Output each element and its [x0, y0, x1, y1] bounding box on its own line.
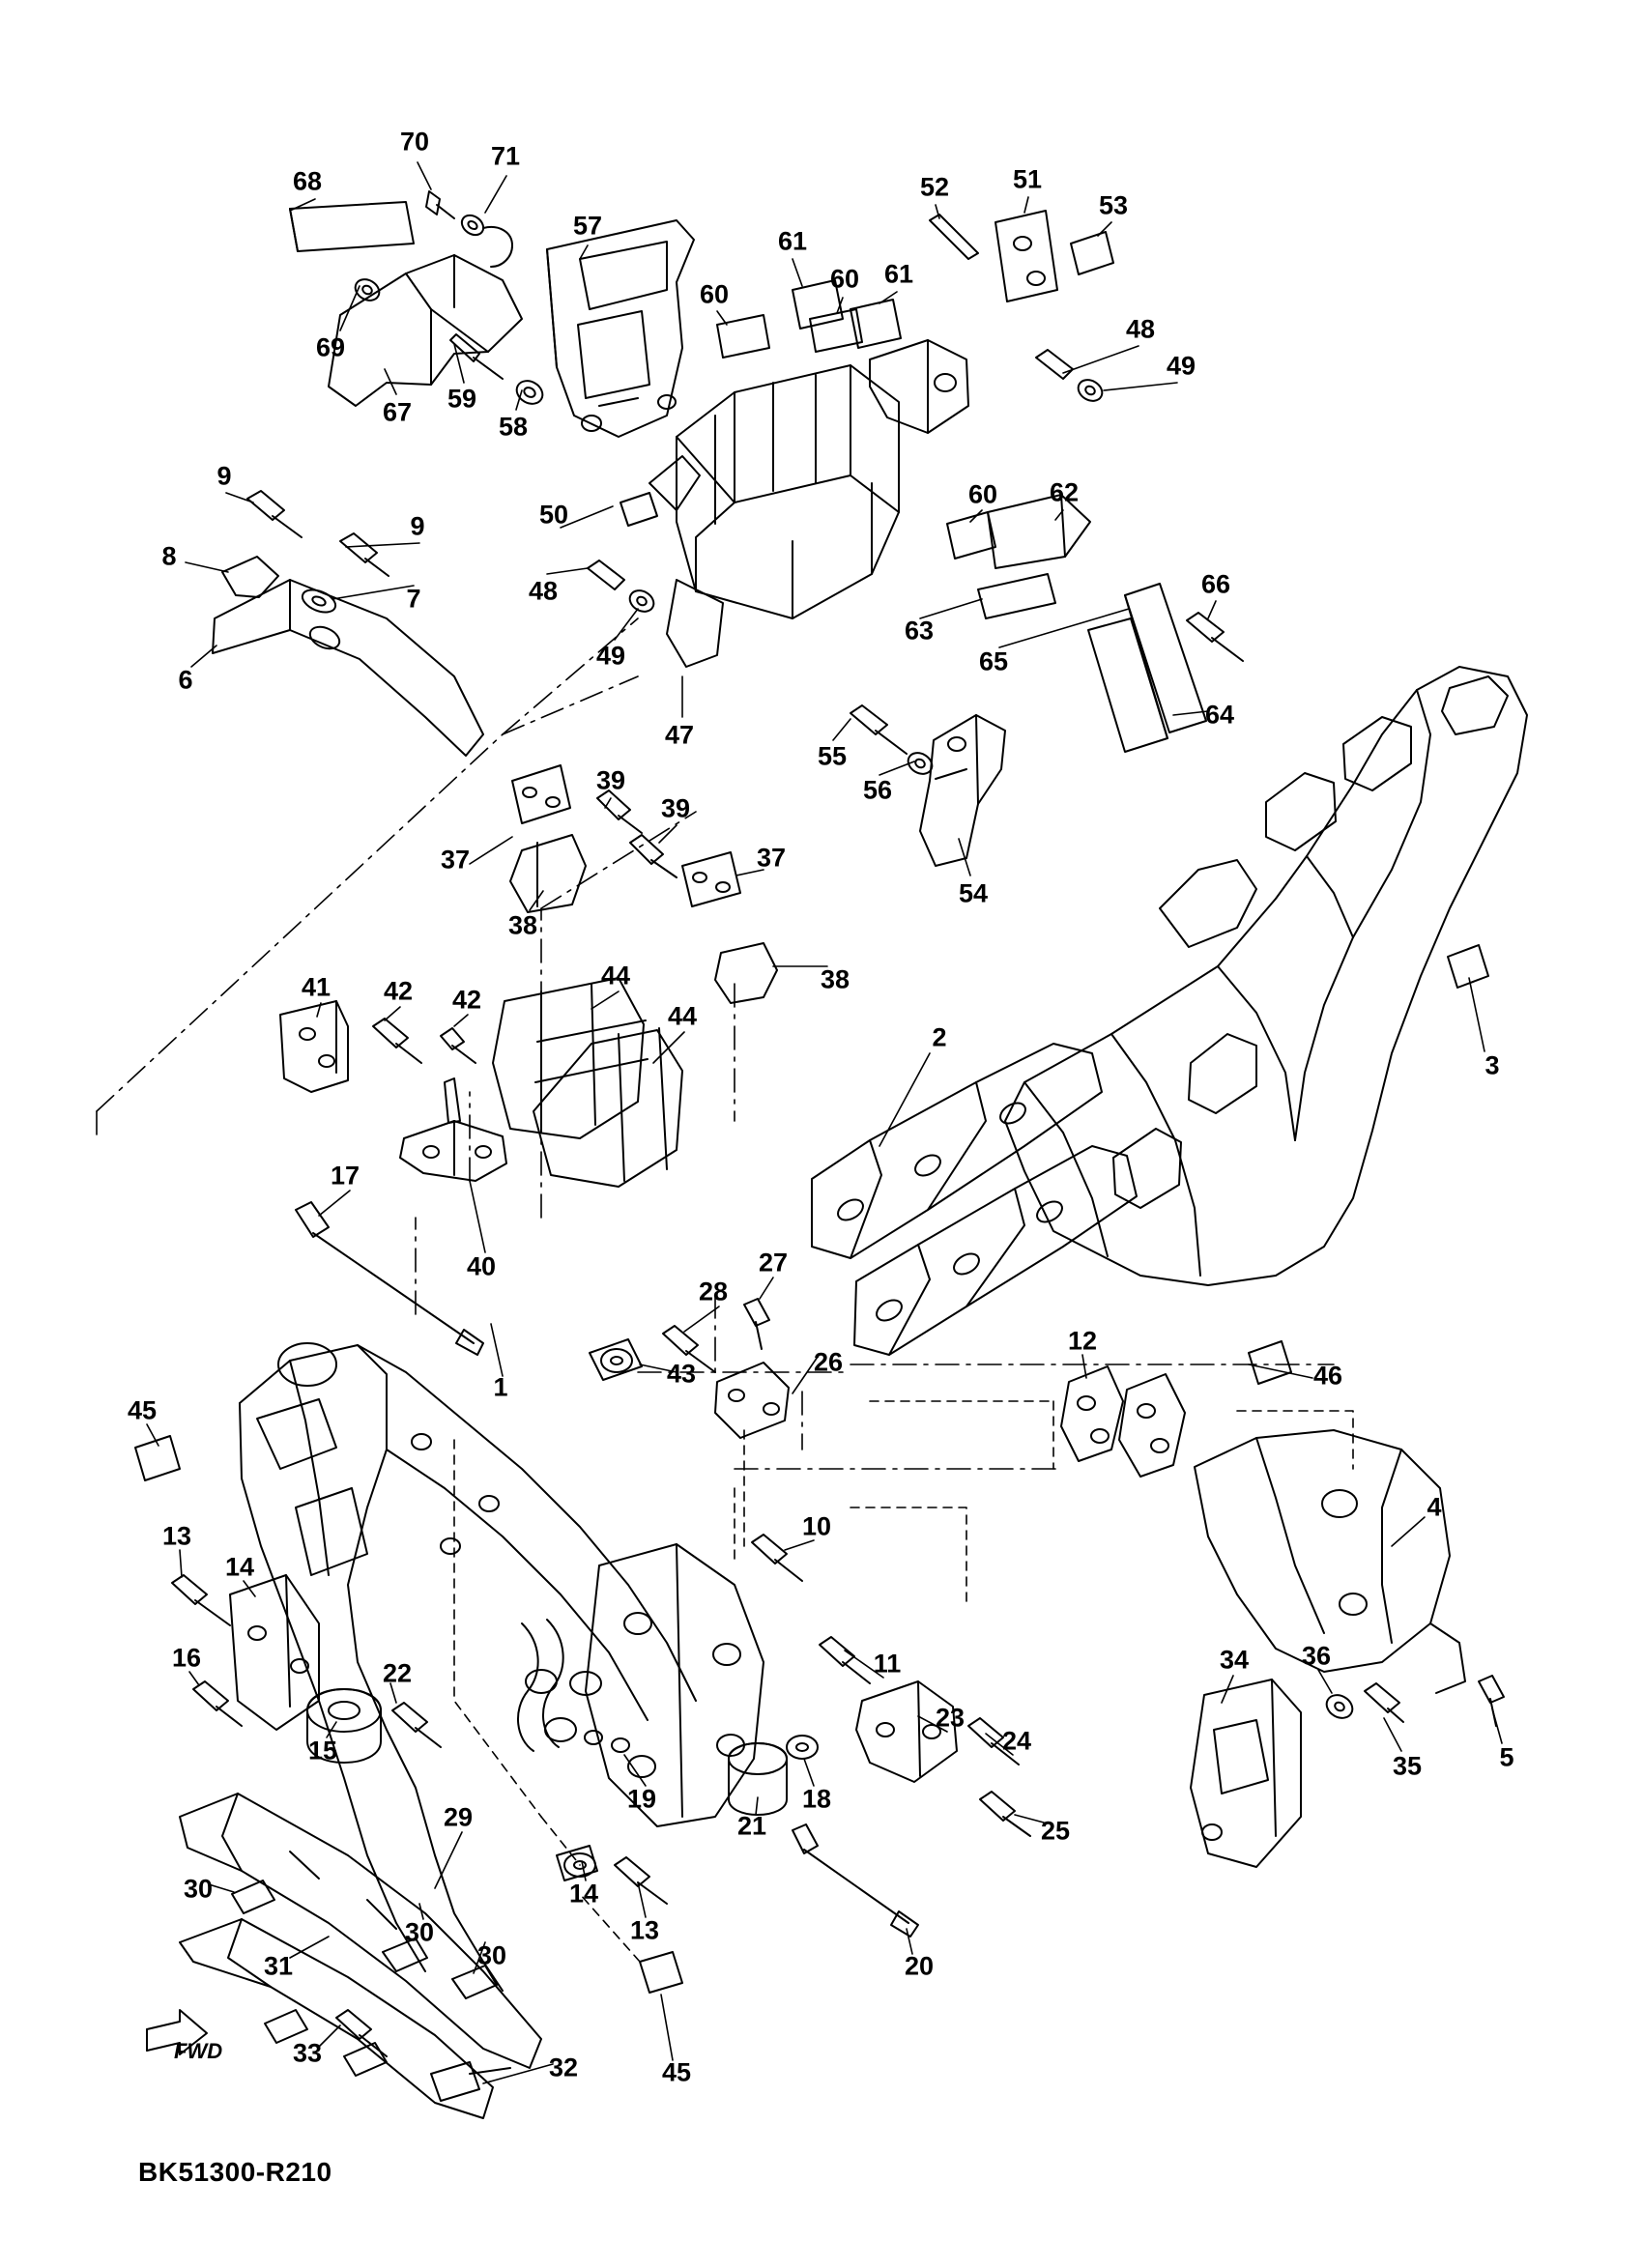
callout-number: 9 [410, 511, 425, 541]
callout-number: 8 [161, 541, 177, 571]
callout-number: 10 [801, 1511, 832, 1541]
callout-number: 45 [661, 2057, 692, 2087]
callout-number: 52 [919, 172, 950, 202]
callout-number: 36 [1301, 1641, 1332, 1671]
callout-number: 49 [1166, 351, 1196, 381]
callout-number: 9 [216, 461, 232, 491]
callout-number: 46 [1312, 1361, 1343, 1391]
callout-number: 27 [758, 1248, 789, 1278]
left-stay-group [213, 491, 483, 756]
callout-number: 4 [1427, 1492, 1442, 1522]
callout-number: 16 [171, 1643, 202, 1673]
callout-number: 20 [904, 1951, 935, 1981]
callout-number: 60 [699, 279, 730, 309]
callout-number: 13 [161, 1521, 192, 1551]
callout-number: 37 [756, 843, 787, 873]
callout-number: 32 [548, 2053, 579, 2082]
diagram-part-code: BK51300-R210 [138, 2157, 332, 2187]
callout-number: 5 [1499, 1742, 1514, 1772]
callout-number: 14 [568, 1879, 599, 1909]
mid-left-brackets [280, 765, 777, 1187]
callout-number: 26 [813, 1347, 844, 1377]
callout-number: 61 [777, 226, 808, 256]
callout-number: 71 [490, 141, 521, 171]
callout-number: 70 [399, 127, 430, 157]
callout-number: 48 [528, 576, 559, 606]
callout-number: 59 [447, 384, 477, 414]
callout-number: 13 [629, 1915, 660, 1945]
callout-number: 67 [382, 397, 413, 427]
callout-number: 68 [292, 166, 323, 196]
callout-number: 43 [666, 1359, 697, 1389]
callout-number: 30 [183, 1874, 214, 1904]
callout-number: 18 [801, 1784, 832, 1814]
right-lower-group [1061, 1341, 1504, 1867]
bolt-17 [296, 1202, 483, 1355]
callout-number: 45 [127, 1395, 158, 1425]
callout-number: 56 [862, 775, 893, 805]
callout-number: 29 [443, 1802, 474, 1832]
callout-number: 11 [873, 1649, 902, 1679]
callout-number: 12 [1067, 1326, 1098, 1356]
left-small-parts [135, 1436, 441, 1766]
callout-number: 38 [820, 964, 850, 994]
callout-number: 39 [660, 793, 691, 823]
center-lower-fasteners [585, 1535, 1030, 1937]
callout-number: 50 [538, 500, 569, 530]
callout-number: 2 [932, 1022, 947, 1052]
callout-number: 69 [315, 332, 346, 362]
callout-number: 38 [507, 910, 538, 940]
callout-number: 41 [301, 972, 331, 1002]
callout-number: 49 [595, 641, 626, 671]
callout-number: 7 [406, 584, 421, 614]
callout-number: 40 [466, 1251, 497, 1281]
callout-number: 64 [1204, 700, 1235, 730]
callout-number: 24 [1001, 1726, 1032, 1756]
callout-number: 44 [600, 961, 631, 990]
callout-number: 37 [440, 845, 471, 875]
callout-number: 14 [224, 1552, 255, 1582]
callout-number: 63 [904, 616, 935, 646]
fwd-direction-marker [143, 2022, 259, 2081]
callout-number: 61 [883, 259, 914, 289]
callout-number: 60 [967, 479, 998, 509]
callout-number: 1 [493, 1372, 508, 1402]
callout-number: 65 [978, 646, 1009, 676]
callout-number: 15 [307, 1736, 338, 1766]
callout-number: 42 [451, 985, 482, 1015]
bracket-group-upper-left [290, 191, 694, 437]
callout-number: 57 [572, 211, 603, 241]
callout-number: 53 [1098, 190, 1129, 220]
callout-number: 31 [263, 1951, 294, 1981]
callout-number: 6 [178, 665, 193, 695]
callout-number: 44 [667, 1001, 698, 1031]
hidden-lines [454, 1401, 1353, 1962]
callout-number: 47 [664, 720, 695, 750]
callout-number: 19 [626, 1784, 657, 1814]
callout-number: 62 [1049, 477, 1080, 507]
callout-number: 17 [330, 1161, 360, 1191]
callout-number: 60 [829, 264, 860, 294]
callout-number: 42 [383, 976, 414, 1006]
callout-number: 35 [1392, 1751, 1423, 1781]
callout-number: 30 [404, 1917, 435, 1947]
main-frame-assembly [812, 667, 1527, 1355]
callout-number: 55 [817, 741, 848, 771]
callout-number: 34 [1219, 1645, 1250, 1675]
callout-number: 39 [595, 765, 626, 795]
callout-number: 51 [1012, 164, 1043, 194]
callout-number: 30 [476, 1940, 507, 1970]
callout-number: 48 [1125, 314, 1156, 344]
callout-number: 3 [1484, 1050, 1500, 1080]
callout-number: 25 [1040, 1816, 1071, 1846]
callout-number: 21 [736, 1811, 767, 1841]
callout-number: 66 [1200, 569, 1231, 599]
callout-number: 22 [382, 1658, 413, 1688]
callout-number: 33 [292, 2038, 323, 2068]
callout-number: 28 [698, 1277, 729, 1306]
callout-number: 58 [498, 412, 529, 442]
callout-number: 54 [958, 878, 989, 908]
callout-number: 23 [935, 1703, 966, 1733]
fwd-label-text: FWD [174, 2039, 223, 2063]
